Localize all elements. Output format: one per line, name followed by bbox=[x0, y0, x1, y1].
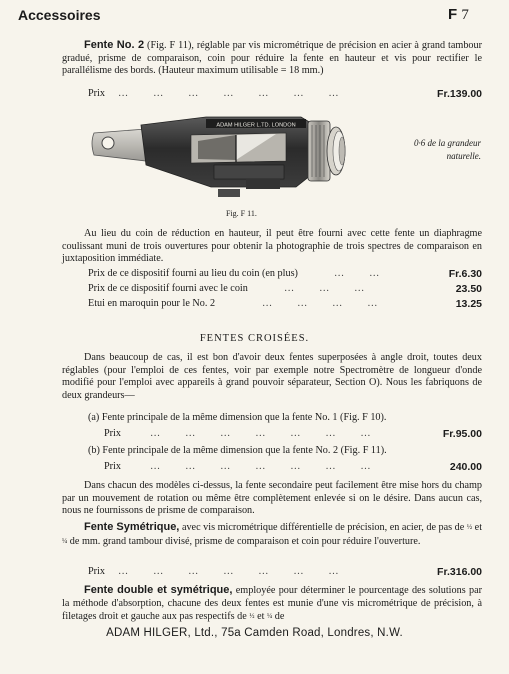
option-row bbox=[88, 298, 482, 313]
item-a-price-row bbox=[104, 428, 482, 441]
diaphragm-paragraph: Au lieu du coin de réduction en hauteur, il peut être fourni avec cette fente un diaphragme coulissant muni de trois ouvertures pour obtenir la photographie de trois spectres de comparaison en juxtaposition immédiate. bbox=[62, 228, 482, 265]
fente2-price: Fr.139.00 bbox=[437, 88, 482, 100]
page-number bbox=[448, 6, 469, 24]
leader-dots: … … … … … … … bbox=[118, 566, 340, 577]
price-label: Prix bbox=[104, 461, 121, 472]
symmetric-paragraph bbox=[62, 521, 482, 548]
option-label: Prix de ce dispositif fourni avec le coin bbox=[88, 283, 248, 294]
section-header: Accessoires bbox=[18, 7, 101, 23]
double-paragraph bbox=[62, 584, 482, 624]
symmetric-text-c: de mm. grand tambour divisé, prisme de comparaison et coin pour réduire l'ouverture. bbox=[69, 535, 421, 547]
leader-dots: … … … … … … … bbox=[150, 461, 372, 472]
slit-illustration bbox=[86, 105, 356, 205]
scale-line-1: 0·6 de la grandeur bbox=[414, 138, 481, 148]
publisher-footer: ADAM HILGER, Ltd., 75a Camden Road, Londres, N.W. bbox=[106, 627, 403, 639]
crossed-item-b: (b) Fente principale de la même dimension que la fente No. 2 (Fig. F 11). bbox=[88, 445, 387, 456]
fente2-price-row bbox=[88, 88, 482, 101]
scale-line-2: naturelle. bbox=[446, 151, 481, 161]
option-label: Prix de ce dispositif fourni au lieu du coin (en plus) bbox=[88, 268, 298, 279]
double-text-b: et bbox=[257, 611, 265, 623]
option-row bbox=[88, 268, 482, 283]
symmetric-name: Fente Symétrique, bbox=[84, 521, 180, 533]
leader-dots: … … … bbox=[284, 283, 365, 294]
fente2-name: Fente No. 2 bbox=[84, 39, 145, 51]
double-text-c: de bbox=[274, 611, 285, 623]
price-label: Prix bbox=[88, 88, 105, 99]
leader-dots: … … … … bbox=[262, 298, 378, 309]
item-b-price-row bbox=[104, 461, 482, 474]
leader-dots: … … … … … … … bbox=[118, 88, 340, 99]
crossed-note: Dans chacun des modèles ci-dessus, la fente secondaire peut facilement être mise hors du champ par un mouvement de rotation ou même être complètement enlevée si on le désire. Dans aucun cas, nous ne fournissons de prisme de comparaison. bbox=[62, 480, 482, 517]
double-text: employée pour déterminer le pourcentage des solutions par la méthode d'absorption, chacune des deux fentes est munie d'une vis micrométrique de précision, à filetages droit et gauche aux pas respectifs de bbox=[62, 585, 482, 623]
figure-scale-note bbox=[371, 137, 481, 163]
crossed-section-title: FENTES CROISÉES. bbox=[199, 333, 310, 344]
figure-caption: Fig. F 11. bbox=[226, 209, 257, 218]
page-letter: F bbox=[448, 6, 458, 23]
price-label: Prix bbox=[104, 428, 121, 439]
item-a-price: Fr.95.00 bbox=[442, 428, 482, 440]
option-price: 23.50 bbox=[455, 283, 482, 295]
fraction-quarter: ¼ bbox=[266, 612, 273, 621]
price-label: Prix bbox=[88, 566, 105, 577]
symmetric-price: Fr.316.00 bbox=[437, 566, 482, 578]
item-b-price: 240.00 bbox=[449, 461, 482, 473]
symmetric-text-b: et bbox=[474, 522, 483, 533]
options-list bbox=[88, 268, 482, 313]
fraction-half: ½ bbox=[249, 612, 255, 621]
fraction-quarter: ¼ bbox=[62, 536, 68, 545]
double-name: Fente double et symétrique, bbox=[84, 584, 233, 596]
engraving-text: ADAM HILGER L.TD. LONDON bbox=[216, 122, 296, 129]
leader-dots: … … bbox=[334, 268, 380, 279]
fente2-paragraph bbox=[62, 39, 482, 78]
option-row bbox=[88, 283, 482, 298]
page-digit: 7 bbox=[461, 7, 469, 23]
leader-dots: … … … … … … … bbox=[150, 428, 372, 439]
fente2-description: (Fig. F 11), réglable par vis micrométrique de précision en acier à grand tambour gradué, prisme de comparaison, coin pour réduire la fente en hauteur et vis pour rectifier le parallélisme des bords. (Hauteur maximum utilisable = 18 mm.) bbox=[62, 40, 482, 77]
option-label: Etui en maroquin pour le No. 2 bbox=[88, 298, 216, 309]
fraction-half: ½ bbox=[466, 523, 473, 531]
crossed-intro: Dans beaucoup de cas, il est bon d'avoir deux fentes superposées à angle droit, toutes deux réglables (pour l'emploi de ces fentes, voir par exemple notre Spectromètre de longueur d'onde modifié pour l'emploi avec appareils à grand pouvoir séparateur, Section O). Nous les fabriquons de deux grandeurs— bbox=[62, 352, 482, 401]
option-price: Fr.6.30 bbox=[448, 268, 482, 280]
symmetric-text-a: avec vis micrométrique différentielle de précision, en acier, de pas de bbox=[181, 522, 465, 533]
crossed-item-a: (a) Fente principale de la même dimension que la fente No. 1 (Fig. F 10). bbox=[88, 412, 387, 423]
symmetric-price-row bbox=[88, 566, 482, 579]
option-price: 13.25 bbox=[455, 298, 482, 310]
